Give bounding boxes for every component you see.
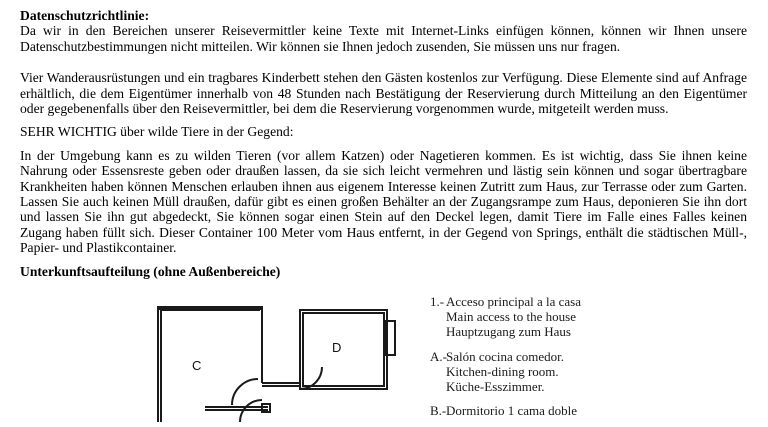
legend-line: Salón cocina comedor. — [446, 348, 565, 364]
floor-plan-drawing — [150, 285, 410, 422]
privacy-heading: Datenschutzrichtlinie: — [20, 8, 150, 23]
legend-line: Küche-Esszimmer. — [446, 379, 545, 395]
document-body — [20, 8, 747, 279]
legend-item — [430, 294, 581, 340]
legend-item — [430, 403, 581, 418]
floor-plan — [150, 285, 410, 422]
wildlife-heading: SEHR WICHTIG über wilde Tiere in der Gegend: — [20, 124, 294, 140]
legend-code: 1.- — [430, 294, 445, 309]
legend-item — [430, 349, 581, 395]
legend-line: Acceso principal a la casa — [446, 294, 581, 309]
layout-heading: Unterkunftsaufteilung (ohne Außenbereiche) — [20, 263, 281, 279]
legend-line: Hauptzugang zum Haus — [446, 324, 571, 340]
floor-plan-legend — [430, 294, 581, 427]
room-label-c: C — [192, 358, 202, 373]
legend-line: Kitchen-dining room. — [446, 363, 559, 379]
legend-code: B.- — [430, 403, 447, 419]
legend-line: Dormitorio 1 cama doble — [446, 403, 578, 419]
legend-code: A.- — [430, 348, 447, 364]
equipment-text: Vier Wanderausrüstungen und ein tragbares Kinderbett stehen den Gästen kostenlos zur Verfügung. Diese Elemente sind auf Anfrage erhältlich, die dem Eigentümer innerhalb von 48 Stunden nach Bestätigung der Reservierung durch Mitteilung an den Eigentümer oder gegebenenfalls über den Reisevermittler, bei dem die Reservierung vorgenommen wurde, mitgeteilt werden muss. — [20, 70, 747, 117]
legend-line: Main access to the house — [446, 309, 576, 325]
room-label-d: D — [332, 340, 342, 355]
privacy-text: Da wir in den Bereichen unserer Reisevermittler keine Texte mit Internet-Links einfügen können, können wir Ihnen unsere Datenschutzbestimmungen nicht mitteilen. Wir können sie Ihnen jedoch zusenden, Sie müssen uns nur fragen. — [20, 23, 747, 54]
wildlife-text: In der Umgebung kann es zu wilden Tieren (vor allem Katzen) oder Nagetieren kommen. Es ist wichtig, dass Sie ihnen keine Nahrung oder Essensreste geben oder draußen lassen, da sie sich leicht vermehren und lästig sein können und sogar übertragbare Krankheiten haben können Menschen erlauben ihnen aus eigenem Interesse keinen Zutritt zum Haus, zur Terrasse oder zum Garten. Lassen Sie auch keinen Müll draußen, dafür gibt es einen großen Behälter an der Zugangsrampe zum Haus, deponieren Sie ihn dort und lassen Sie ihn gut abgedeckt, Sie können sogar einen Stein auf den Deckel legen, damit Tiere im Falle eines Falles keinen Zugang haben füllt sich. Dieser Container 100 Meter vom Haus entfernt, in der Gegend von Springs, enthält die städtischen Müll-, Papier- und Plastikcontainer. — [20, 147, 747, 256]
